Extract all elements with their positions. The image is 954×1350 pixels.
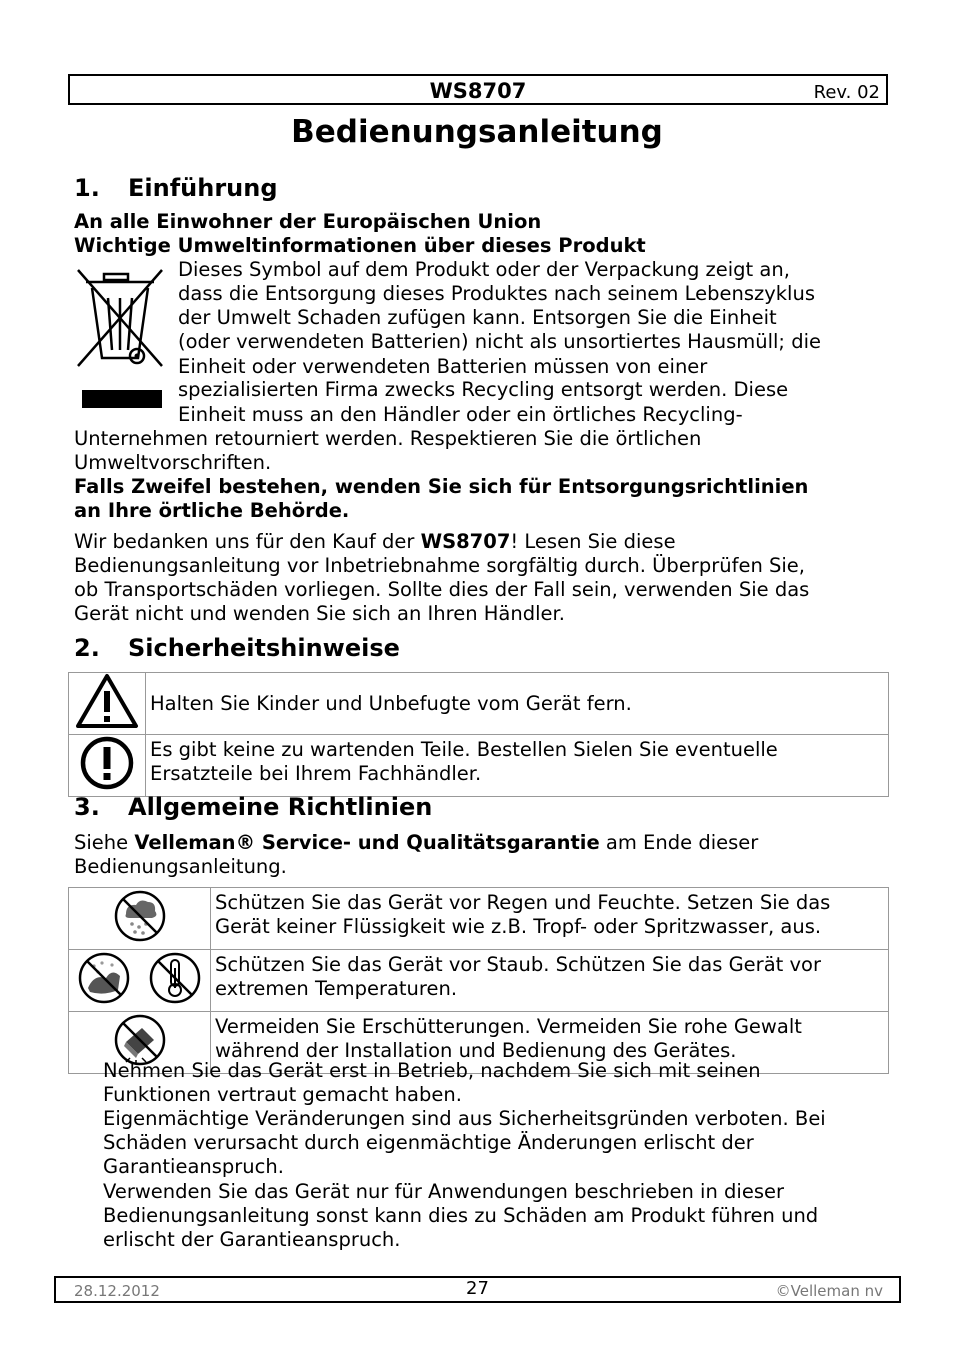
guideline-text-1 xyxy=(211,888,889,950)
section-1-title: Einführung xyxy=(128,174,278,202)
thanks-line-4: Gerät nicht und wenden Sie sich an Ihren Händler. xyxy=(74,602,565,625)
thanks-line-1 xyxy=(74,530,676,554)
bullet-line-5: Garantieanspruch. xyxy=(103,1155,284,1178)
env-line-3: der Umwelt Schaden zufügen kann. Entsorgen Sie die Einheit xyxy=(178,306,777,329)
guarantee-ref-line-2: Bedienungsanleitung. xyxy=(74,855,287,878)
footer-copyright: ©Velleman nv xyxy=(775,1282,883,1300)
env-line-5: Einheit oder verwendeten Batterien müssen von einer xyxy=(178,355,708,378)
guarantee-pre: Siehe xyxy=(74,831,135,854)
env-line-8: Unternehmen retourniert werden. Respektieren Sie die örtlichen xyxy=(74,427,702,450)
env-line-7: Einheit muss an den Händler oder ein örtliches Recycling- xyxy=(178,403,743,426)
section-1-number: 1. xyxy=(74,174,100,202)
section-3-heading xyxy=(74,793,432,821)
section-2-heading xyxy=(74,634,400,662)
revision: Rev. 02 xyxy=(813,82,880,103)
guideline-text-2-line-2: extremen Temperaturen. xyxy=(215,977,458,1000)
env-line-6: spezialisierten Firma zwecks Recycling entsorgt werden. Diese xyxy=(178,378,789,401)
table-row xyxy=(69,888,889,950)
table-row xyxy=(69,673,889,735)
thanks-line-3: ob Transportschäden vorliegen. Sollte dies der Fall sein, verwenden Sie das xyxy=(74,578,810,601)
env-line-4: (oder verwendeten Batterien) nicht als unsortiertes Hausmüll; die xyxy=(178,330,821,353)
page-number: 27 xyxy=(466,1278,489,1299)
guideline-text-1-line-1: Schützen Sie das Gerät vor Regen und Feuchte. Setzen Sie das xyxy=(215,891,831,914)
icon-cell xyxy=(69,673,146,735)
page-title: Bedienungsanleitung xyxy=(291,114,663,150)
bullet-line-7: Bedienungsanleitung sonst kann dies zu Schäden am Produkt führen und xyxy=(103,1204,819,1227)
icon-cell xyxy=(69,735,146,797)
env-line-2: dass die Entsorgung dieses Produktes nach seinem Lebenszyklus xyxy=(178,282,815,305)
doubt-line-2: an Ihre örtliche Behörde. xyxy=(74,499,350,522)
thanks-pre: Wir bedanken uns für den Kauf der xyxy=(74,530,421,553)
exclamation-circle-icon xyxy=(79,735,135,791)
guideline-text-2 xyxy=(211,950,889,1012)
document-header xyxy=(68,74,888,105)
weee-bin-icon xyxy=(74,266,168,412)
bold-line-2: Wichtige Umweltinformationen über dieses Produkt xyxy=(74,234,646,257)
table-row xyxy=(69,950,889,1012)
section-1-heading xyxy=(74,174,278,202)
safety-text-2-line-1: Es gibt keine zu wartenden Teile. Bestellen Sielen Sie eventuelle xyxy=(150,738,778,761)
guidelines-table xyxy=(68,887,889,1074)
bullet-line-3: Eigenmächtige Veränderungen sind aus Sicherheitsgründen verboten. Bei xyxy=(103,1107,826,1130)
footer-date: 28.12.2012 xyxy=(74,1282,160,1300)
safety-text-2 xyxy=(146,735,889,797)
safety-text-2-line-2: Ersatzteile bei Ihrem Fachhändler. xyxy=(150,762,482,785)
guideline-text-3-line-1: Vermeiden Sie Erschütterungen. Vermeiden Sie rohe Gewalt xyxy=(215,1015,802,1038)
safety-table xyxy=(68,672,889,797)
bullet-line-4: Schäden verursacht durch eigenmächtige Änderungen erlischt der xyxy=(103,1131,754,1154)
guideline-text-1-line-2: Gerät keiner Flüssigkeit wie z.B. Tropf- oder Spritzwasser, aus. xyxy=(215,915,822,938)
thanks-post: ! Lesen Sie diese xyxy=(510,530,676,553)
guideline-text-2-line-1: Schützen Sie das Gerät vor Staub. Schützen Sie das Gerät vor xyxy=(215,953,821,976)
env-line-9: Umweltvorschriften. xyxy=(74,451,272,474)
bullet-line-1: Nehmen Sie das Gerät erst in Betrieb, nachdem Sie sich mit seinen xyxy=(103,1059,761,1082)
doubt-line-1: Falls Zweifel bestehen, wenden Sie sich für Entsorgungsrichtlinien xyxy=(74,475,809,498)
bold-line-1: An alle Einwohner der Europäischen Union xyxy=(74,210,542,233)
bullet-line-6: Verwenden Sie das Gerät nur für Anwendungen beschrieben in dieser xyxy=(103,1180,784,1203)
bullet-line-8: erlischt der Garantieanspruch. xyxy=(103,1228,401,1251)
section-2-number: 2. xyxy=(74,634,100,662)
guarantee-post: am Ende dieser xyxy=(599,831,759,854)
icon-cell xyxy=(69,950,211,1012)
no-temperature-icon xyxy=(147,950,203,1006)
bullet-line-2: Funktionen vertraut gemacht haben. xyxy=(103,1083,462,1106)
guideline-text-3-line-2: während der Installation und Bedienung des Gerätes. xyxy=(215,1039,737,1062)
guarantee-link: Velleman® Service- und Qualitätsgarantie xyxy=(134,831,600,854)
table-row xyxy=(69,735,889,797)
warning-triangle-icon xyxy=(75,673,139,729)
safety-text-1: Halten Sie Kinder und Unbefugte vom Gerät fern. xyxy=(146,673,889,735)
icon-cell xyxy=(69,888,211,950)
thanks-line-2: Bedienungsanleitung vor Inbetriebnahme sorgfältig durch. Überprüfen Sie, xyxy=(74,554,805,577)
model-number: WS8707 xyxy=(429,79,527,103)
page-footer xyxy=(54,1276,901,1303)
no-rain-icon xyxy=(112,888,168,944)
thanks-model: WS8707 xyxy=(420,530,511,553)
guarantee-ref-line-1 xyxy=(74,831,758,855)
env-line-1: Dieses Symbol auf dem Produkt oder der Verpackung zeigt an, xyxy=(178,258,790,281)
no-dust-icon xyxy=(76,950,132,1006)
section-3-title: Allgemeine Richtlinien xyxy=(128,793,433,821)
section-3-number: 3. xyxy=(74,793,100,821)
section-2-title: Sicherheitshinweise xyxy=(128,634,400,662)
